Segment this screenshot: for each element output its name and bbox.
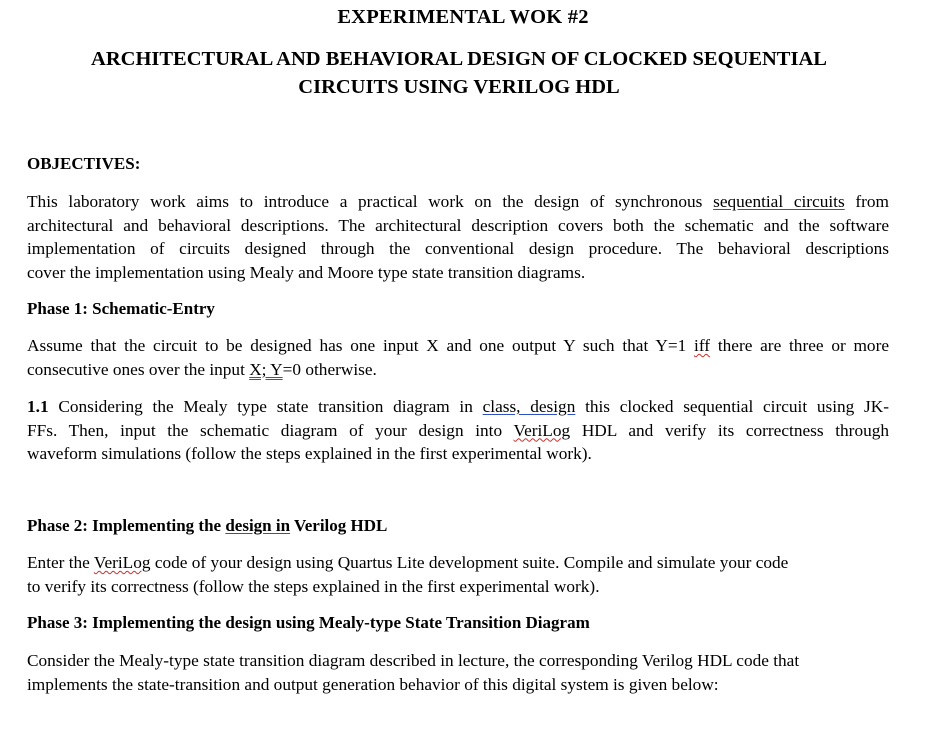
document-subtitle — [0, 45, 918, 101]
phase3-heading: Phase 3: Implementing the design using Mealy-type State Transition Diagram — [27, 613, 590, 632]
question-line-3: waveform simulations (follow the steps explained in the first experimental work). — [27, 444, 592, 463]
phase1-line-2 — [27, 358, 889, 382]
objectives-line-3: implementation of circuits designed through the conventional design procedure. The behavioral descriptions — [27, 239, 889, 258]
text-span: FFs. Then, input the schematic diagram of your design into — [27, 420, 503, 440]
grammar-underlined-text: class, design — [482, 397, 576, 416]
text-span: Enter the — [27, 553, 90, 572]
phase2-heading — [27, 516, 387, 536]
spelling-underlined-text: iff — [694, 336, 711, 355]
objectives-paragraph — [27, 190, 889, 284]
text-span: HDL and verify its correctness through — [581, 420, 890, 440]
question-1-1-paragraph — [27, 395, 889, 466]
phase1-heading: Phase 1: Schematic-Entry — [27, 299, 215, 318]
document-title: EXPERIMENTAL WOK #2 — [337, 6, 589, 28]
objectives-line-1 — [27, 190, 889, 214]
question-line-1 — [27, 395, 889, 419]
text-span: Phase 2: Implementing the — [27, 516, 222, 535]
text-span: Verilog HDL — [294, 516, 388, 535]
text-span: consecutive ones over the input — [27, 359, 245, 379]
text-span: code of your design using Quartus Lite development suite. Compile and simulate your code — [154, 553, 789, 572]
text-span: from — [855, 192, 889, 211]
text-span: this clocked sequential circuit using JK- — [585, 397, 889, 416]
phase2-line-2: to verify its correctness (follow the steps explained in the first experimental work). — [27, 576, 600, 596]
subtitle-line-1: ARCHITECTURAL AND BEHAVIORAL DESIGN OF CLOCKED SEQUENTIAL — [91, 48, 827, 70]
phase2-paragraph — [27, 551, 889, 598]
grammar-underlined-text: sequential circuits — [713, 192, 845, 211]
objectives-line-4: cover the implementation using Mealy and Moore type state transition diagrams. — [27, 262, 586, 282]
grammar-underlined-text: X; Y — [249, 359, 283, 379]
text-span: Considering the Mealy type state transition diagram in — [58, 397, 473, 416]
grammar-underlined-text: design in — [225, 516, 291, 535]
phase1-paragraph — [27, 334, 889, 381]
objectives-line-2: architectural and behavioral descriptions. The architectural description covers both the schematic and the software — [27, 215, 889, 235]
spelling-underlined-text: VeriLog — [513, 420, 571, 440]
text-span: Assume that the circuit to be designed has one input X and one output Y such that Y=1 — [27, 336, 687, 355]
phase3-paragraph — [27, 649, 889, 696]
subtitle-line-2: CIRCUITS USING VERILOG HDL — [298, 76, 620, 98]
text-span: This laboratory work aims to introduce a practical work on the design of synchronous — [27, 192, 703, 211]
spelling-underlined-text: VeriLog — [93, 553, 151, 572]
phase1-line-1 — [27, 334, 889, 358]
phase3-line-2: implements the state-transition and output generation behavior of this digital system is given below: — [27, 674, 719, 694]
text-span: there are three or more — [717, 336, 889, 355]
phase2-line-1 — [27, 551, 889, 575]
objectives-heading: OBJECTIVES: — [27, 154, 141, 173]
phase3-line-1: Consider the Mealy-type state transition diagram described in lecture, the corresponding Verilog HDL code that — [27, 651, 800, 670]
text-span: =0 otherwise. — [282, 359, 377, 379]
question-number: 1.1 — [27, 397, 49, 416]
question-line-2 — [27, 419, 889, 443]
